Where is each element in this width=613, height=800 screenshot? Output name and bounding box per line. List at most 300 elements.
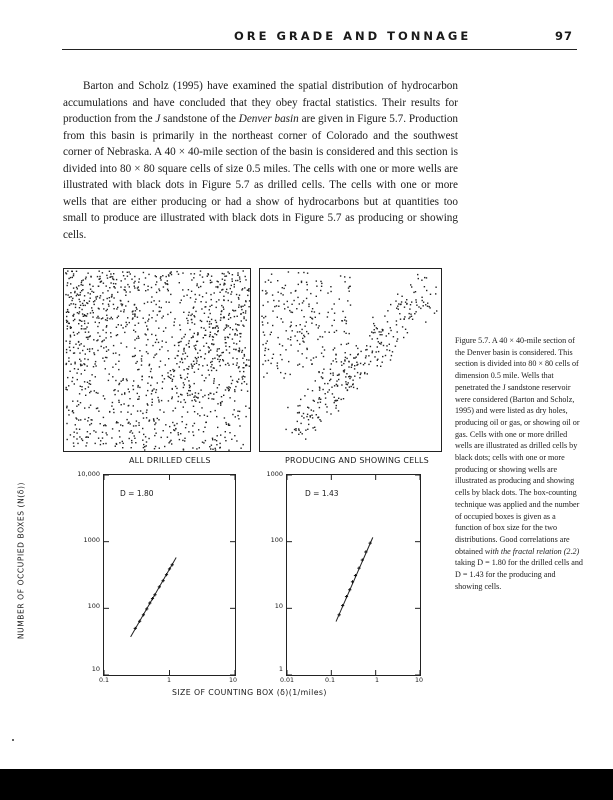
drilled-cell-dot xyxy=(213,393,214,394)
drilled-cell-dot xyxy=(147,328,148,329)
left-xtick-10: 10 xyxy=(229,677,238,684)
drilled-cell-dot xyxy=(161,317,162,318)
producing-cell-dot xyxy=(386,345,387,346)
producing-cell-dot xyxy=(365,349,366,350)
drilled-cell-dot xyxy=(208,351,209,352)
producing-cell-dot xyxy=(306,298,307,299)
drilled-cell-dot xyxy=(157,314,158,315)
drilled-cell-dot xyxy=(129,291,130,292)
producing-cell-dot xyxy=(358,353,359,354)
producing-cell-dot xyxy=(297,297,298,298)
drilled-cell-dot xyxy=(210,366,211,367)
drilled-cell-dot xyxy=(242,358,243,359)
producing-cell-dot xyxy=(370,361,371,362)
producing-cell-dot xyxy=(354,357,355,358)
drilled-cell-dot xyxy=(71,327,72,328)
producing-cell-dot xyxy=(315,380,316,381)
drilled-cell-dot xyxy=(223,300,224,301)
drilled-cell-dot xyxy=(89,351,90,352)
drilled-cell-dot xyxy=(209,309,210,310)
drilled-cell-dot xyxy=(243,270,244,271)
drilled-cell-dot xyxy=(191,279,192,280)
producing-cell-dot xyxy=(303,413,304,414)
map-right-title: PRODUCING AND SHOWING CELLS xyxy=(285,456,429,465)
drilled-cell-dot xyxy=(109,271,110,272)
drilled-cell-dot xyxy=(186,424,187,425)
producing-cell-dot xyxy=(325,404,326,405)
producing-cell-dot xyxy=(341,344,342,345)
drilled-cell-dot xyxy=(156,389,157,390)
drilled-cell-dot xyxy=(203,337,204,338)
drilled-cell-dot xyxy=(96,298,97,299)
drilled-cell-dot xyxy=(90,312,91,313)
drilled-cell-dot xyxy=(223,296,224,297)
producing-cell-dot xyxy=(363,364,364,365)
drilled-cell-dot xyxy=(120,424,121,425)
drilled-cell-dot xyxy=(245,416,246,417)
drilled-cell-dot xyxy=(147,404,148,405)
producing-cell-dot xyxy=(335,407,336,408)
drilled-cell-dot xyxy=(81,284,82,285)
drilled-cell-dot xyxy=(133,405,134,406)
drilled-cell-dot xyxy=(108,380,109,381)
drilled-cell-dot xyxy=(174,345,175,346)
drilled-cell-dot xyxy=(154,435,155,436)
drilled-cell-dot xyxy=(202,296,203,297)
drilled-cell-dot xyxy=(71,381,72,382)
drilled-cell-dot xyxy=(185,353,186,354)
producing-cell-dot xyxy=(436,310,437,311)
drilled-cell-dot xyxy=(83,305,84,306)
drilled-cell-dot xyxy=(238,297,239,298)
drilled-cell-dot xyxy=(189,387,190,388)
drilled-cell-dot xyxy=(66,273,67,274)
drilled-cell-dot xyxy=(176,423,177,424)
drilled-cell-dot xyxy=(212,439,213,440)
producing-cell-dot xyxy=(288,271,289,272)
producing-cell-dot xyxy=(282,287,283,288)
drilled-cell-dot xyxy=(73,412,74,413)
drilled-cell-dot xyxy=(118,316,119,317)
drilled-cell-dot xyxy=(67,309,68,310)
drilled-cell-dot xyxy=(169,426,170,427)
drilled-cell-dot xyxy=(70,283,71,284)
drilled-cell-dot xyxy=(134,435,135,436)
drilled-cell-dot xyxy=(221,310,222,311)
drilled-cell-dot xyxy=(139,431,140,432)
producing-cell-dot xyxy=(364,373,365,374)
producing-cell-dot xyxy=(416,302,417,303)
drilled-cell-dot xyxy=(79,436,80,437)
drilled-cell-dot xyxy=(153,419,154,420)
drilled-cell-dot xyxy=(70,296,71,297)
producing-cell-dot xyxy=(320,290,321,291)
drilled-cell-dot xyxy=(81,280,82,281)
figure-caption xyxy=(455,335,583,592)
producing-cell-dot xyxy=(334,303,335,304)
producing-cell-dot xyxy=(330,379,331,380)
drilled-cell-dot xyxy=(66,407,67,408)
producing-cell-dot xyxy=(265,360,266,361)
drilled-cell-dot xyxy=(194,323,195,324)
drilled-cell-dot xyxy=(93,352,94,353)
producing-cell-dot xyxy=(400,304,401,305)
drilled-cell-dot xyxy=(75,307,76,308)
drilled-cell-dot xyxy=(237,415,238,416)
producing-cell-dot xyxy=(287,338,288,339)
drilled-cell-dot xyxy=(189,346,190,347)
producing-cell-dot xyxy=(316,280,317,281)
producing-cell-dot xyxy=(307,289,308,290)
drilled-cell-dot xyxy=(125,305,126,306)
producing-cell-dot xyxy=(310,359,311,360)
producing-cell-dot xyxy=(302,302,303,303)
drilled-cell-dot xyxy=(116,327,117,328)
drilled-cell-dot xyxy=(241,352,242,353)
drilled-cell-dot xyxy=(91,419,92,420)
drilled-cell-dot xyxy=(180,394,181,395)
producing-cell-dot xyxy=(405,302,406,303)
producing-cell-dot xyxy=(316,356,317,357)
drilled-cell-dot xyxy=(105,319,106,320)
drilled-cell-dot xyxy=(114,394,115,395)
producing-cell-dot xyxy=(339,298,340,299)
producing-cell-dot xyxy=(301,329,302,330)
drilled-cell-dot xyxy=(73,314,74,315)
producing-cell-dot xyxy=(277,362,278,363)
drilled-cell-dot xyxy=(128,389,129,390)
drilled-cell-dot xyxy=(204,335,205,336)
drilled-cell-dot xyxy=(235,349,236,350)
producing-cell-dot xyxy=(378,341,379,342)
drilled-cell-dot xyxy=(219,361,220,362)
drilled-cell-dot xyxy=(137,399,138,400)
producing-cell-dot xyxy=(353,383,354,384)
producing-cell-dot xyxy=(349,277,350,278)
page-number: 97 xyxy=(554,29,573,43)
plot-right-d-label: D = 1.43 xyxy=(305,489,339,498)
drilled-cell-dot xyxy=(190,273,191,274)
producing-cell-dot xyxy=(427,306,428,307)
drilled-cell-dot xyxy=(159,366,160,367)
drilled-cell-dot xyxy=(146,417,147,418)
plot-left-frame xyxy=(103,474,236,676)
drilled-cell-dot xyxy=(194,423,195,424)
drilled-cell-dot xyxy=(87,292,88,293)
drilled-cell-dot xyxy=(185,334,186,335)
producing-cell-dot xyxy=(287,407,288,408)
drilled-cell-dot xyxy=(152,345,153,346)
producing-cell-dot xyxy=(390,304,391,305)
drilled-cell-dot xyxy=(215,410,216,411)
drilled-cell-dot xyxy=(167,280,168,281)
producing-cell-dot xyxy=(320,402,321,403)
producing-cell-dot xyxy=(267,322,268,323)
drilled-cell-dot xyxy=(67,270,68,271)
drilled-cell-dot xyxy=(239,341,240,342)
drilled-cell-dot xyxy=(67,326,68,327)
drilled-cell-dot xyxy=(76,432,77,433)
producing-cell-dot xyxy=(415,299,416,300)
drilled-cell-dot xyxy=(109,287,110,288)
drilled-cell-dot xyxy=(210,334,211,335)
producing-cell-dot xyxy=(352,380,353,381)
drilled-cell-dot xyxy=(205,422,206,423)
producing-cell-dot xyxy=(280,293,281,294)
producing-cell-dot xyxy=(331,325,332,326)
drilled-cell-dot xyxy=(201,407,202,408)
drilled-cell-dot xyxy=(249,408,250,409)
drilled-cell-dot xyxy=(167,284,168,285)
drilled-cell-dot xyxy=(236,329,237,330)
producing-cell-dot xyxy=(268,360,269,361)
drilled-cell-dot xyxy=(245,406,246,407)
drilled-cell-dot xyxy=(81,389,82,390)
drilled-cell-dot xyxy=(148,319,149,320)
drilled-cell-dot xyxy=(248,359,249,360)
drilled-cell-dot xyxy=(243,371,244,372)
right-ytick-1: 1 xyxy=(278,665,283,673)
drilled-cell-dot xyxy=(83,363,84,364)
drilled-cell-dot xyxy=(194,364,195,365)
drilled-cell-dot xyxy=(241,309,242,310)
drilled-cell-dot xyxy=(156,276,157,277)
producing-cell-dot xyxy=(337,386,338,387)
drilled-cell-dot xyxy=(88,323,89,324)
producing-cell-dot xyxy=(315,429,316,430)
drilled-cell-dot xyxy=(207,321,208,322)
drilled-cell-dot xyxy=(97,296,98,297)
producing-cell-dot xyxy=(348,287,349,288)
drilled-cell-dot xyxy=(72,277,73,278)
drilled-cell-dot xyxy=(138,286,139,287)
producing-cell-dot xyxy=(271,332,272,333)
drilled-cell-dot xyxy=(109,297,110,298)
drilled-cell-dot xyxy=(160,276,161,277)
drilled-cell-dot xyxy=(217,325,218,326)
producing-cell-dot xyxy=(321,283,322,284)
producing-cell-dot xyxy=(314,311,315,312)
drilled-cell-dot xyxy=(107,309,108,310)
drilled-cell-dot xyxy=(231,383,232,384)
drilled-cell-dot xyxy=(196,448,197,449)
producing-cell-dot xyxy=(435,293,436,294)
drilled-cell-dot xyxy=(232,380,233,381)
drilled-cell-dot xyxy=(183,449,184,450)
drilled-cell-dot xyxy=(80,292,81,293)
drilled-cell-dot xyxy=(88,437,89,438)
producing-cell-dot xyxy=(318,398,319,399)
drilled-cell-dot xyxy=(221,352,222,353)
drilled-cell-dot xyxy=(208,352,209,353)
drilled-cell-dot xyxy=(204,427,205,428)
drilled-cell-dot xyxy=(229,352,230,353)
drilled-cell-dot xyxy=(69,341,70,342)
drilled-cell-dot xyxy=(157,397,158,398)
drilled-cell-dot xyxy=(137,317,138,318)
drilled-cell-dot xyxy=(208,370,209,371)
producing-cell-dot xyxy=(265,290,266,291)
drilled-cell-dot xyxy=(165,424,166,425)
drilled-cell-dot xyxy=(127,412,128,413)
producing-cell-dot xyxy=(372,338,373,339)
producing-cell-dot xyxy=(327,316,328,317)
drilled-cell-dot xyxy=(176,363,177,364)
drilled-cell-dot xyxy=(168,274,169,275)
drilled-cell-dot xyxy=(75,344,76,345)
drilled-cell-dot xyxy=(82,303,83,304)
producing-cell-dot xyxy=(294,335,295,336)
producing-cell-dot xyxy=(279,344,280,345)
drilled-cell-dot xyxy=(188,366,189,367)
producing-cell-dot xyxy=(265,281,266,282)
producing-cell-dot xyxy=(386,349,387,350)
producing-cell-dot xyxy=(350,304,351,305)
producing-cell-dot xyxy=(374,325,375,326)
producing-cell-dot xyxy=(425,304,426,305)
producing-cell-dot xyxy=(316,414,317,415)
producing-cell-dot xyxy=(411,316,412,317)
producing-cell-dot xyxy=(411,286,412,287)
producing-cell-dot xyxy=(307,284,308,285)
producing-cell-dot xyxy=(356,345,357,346)
drilled-cell-dot xyxy=(74,368,75,369)
drilled-cell-dot xyxy=(168,442,169,443)
drilled-cell-dot xyxy=(197,413,198,414)
drilled-cell-dot xyxy=(79,311,80,312)
producing-cell-dot xyxy=(298,272,299,273)
producing-cell-dot xyxy=(290,326,291,327)
drilled-cell-dot xyxy=(85,332,86,333)
drilled-cell-dot xyxy=(167,314,168,315)
drilled-cell-dot xyxy=(111,437,112,438)
drilled-cell-dot xyxy=(138,338,139,339)
plot-left-d-label: D = 1.80 xyxy=(120,489,154,498)
drilled-cell-dot xyxy=(187,373,188,374)
drilled-cell-dot xyxy=(166,301,167,302)
drilled-cell-dot xyxy=(68,385,69,386)
producing-cell-dot xyxy=(326,411,327,412)
producing-cell-dot xyxy=(387,310,388,311)
drilled-cell-dot xyxy=(225,328,226,329)
drilled-cell-dot xyxy=(170,432,171,433)
drilled-cell-dot xyxy=(149,376,150,377)
drilled-cell-dot xyxy=(210,280,211,281)
drilled-cell-dot xyxy=(113,409,114,410)
drilled-cell-dot xyxy=(219,447,220,448)
drilled-cell-dot xyxy=(85,328,86,329)
drilled-cell-dot xyxy=(100,444,101,445)
drilled-cell-dot xyxy=(234,391,235,392)
drilled-cell-dot xyxy=(67,282,68,283)
drilled-cell-dot xyxy=(204,313,205,314)
drilled-cell-dot xyxy=(79,301,80,302)
right-xtick-0.01: 0.01 xyxy=(280,677,295,684)
drilled-cell-dot xyxy=(96,317,97,318)
drilled-cell-dot xyxy=(209,323,210,324)
drilled-cell-dot xyxy=(201,327,202,328)
drilled-cell-dot xyxy=(183,349,184,350)
drilled-cell-dot xyxy=(214,358,215,359)
drilled-cell-dot xyxy=(194,383,195,384)
drilled-cell-dot xyxy=(210,294,211,295)
drilled-cell-dot xyxy=(85,395,86,396)
drilled-cell-dot xyxy=(136,420,137,421)
drilled-cell-dot xyxy=(146,344,147,345)
producing-cell-dot xyxy=(389,344,390,345)
drilled-cell-dot xyxy=(226,275,227,276)
producing-cell-dot xyxy=(378,351,379,352)
drilled-cell-dot xyxy=(110,282,111,283)
map-all-drilled-cells xyxy=(63,268,251,452)
drilled-cell-dot xyxy=(196,397,197,398)
drilled-cell-dot xyxy=(105,337,106,338)
drilled-cell-dot xyxy=(246,320,247,321)
drilled-cell-dot xyxy=(74,319,75,320)
drilled-cell-dot xyxy=(239,411,240,412)
drilled-cell-dot xyxy=(182,440,183,441)
drilled-cell-dot xyxy=(132,432,133,433)
drilled-cell-dot xyxy=(97,332,98,333)
drilled-cell-dot xyxy=(117,422,118,423)
producing-cell-dot xyxy=(290,337,291,338)
drilled-cell-dot xyxy=(143,444,144,445)
producing-cell-dot xyxy=(390,359,391,360)
drilled-cell-dot xyxy=(77,333,78,334)
producing-cell-dot xyxy=(281,359,282,360)
drilled-cell-dot xyxy=(230,327,231,328)
drilled-cell-dot xyxy=(226,289,227,290)
drilled-cell-dot xyxy=(136,309,137,310)
drilled-cell-dot xyxy=(77,294,78,295)
producing-cell-dot xyxy=(385,355,386,356)
drilled-cell-dot xyxy=(188,390,189,391)
drilled-cell-dot xyxy=(160,279,161,280)
producing-cell-dot xyxy=(387,321,388,322)
drilled-cell-dot xyxy=(239,276,240,277)
drilled-cell-dot xyxy=(141,358,142,359)
drilled-cell-dot xyxy=(180,341,181,342)
drilled-cell-dot xyxy=(210,411,211,412)
drilled-cell-dot xyxy=(87,359,88,360)
drilled-cell-dot xyxy=(137,386,138,387)
drilled-cell-dot xyxy=(78,369,79,370)
producing-cell-dot xyxy=(345,376,346,377)
producing-cell-dot xyxy=(366,345,367,346)
producing-cell-dot xyxy=(334,332,335,333)
drilled-cell-dot xyxy=(96,408,97,409)
drilled-cell-dot xyxy=(111,317,112,318)
drilled-cell-dot xyxy=(214,378,215,379)
drilled-cell-dot xyxy=(238,298,239,299)
drilled-cell-dot xyxy=(134,304,135,305)
drilled-cell-dot xyxy=(237,411,238,412)
drilled-cell-dot xyxy=(217,403,218,404)
drilled-cell-dot xyxy=(146,325,147,326)
drilled-cell-dot xyxy=(249,366,250,367)
drilled-cell-dot xyxy=(204,380,205,381)
producing-cell-dot xyxy=(374,356,375,357)
drilled-cell-dot xyxy=(85,437,86,438)
drilled-cell-dot xyxy=(150,371,151,372)
producing-cell-dot xyxy=(282,294,283,295)
drilled-cell-dot xyxy=(94,304,95,305)
drilled-cell-dot xyxy=(210,393,211,394)
producing-cell-dot xyxy=(344,319,345,320)
drilled-cell-dot xyxy=(72,298,73,299)
producing-cell-dot xyxy=(301,310,302,311)
drilled-cell-dot xyxy=(238,307,239,308)
